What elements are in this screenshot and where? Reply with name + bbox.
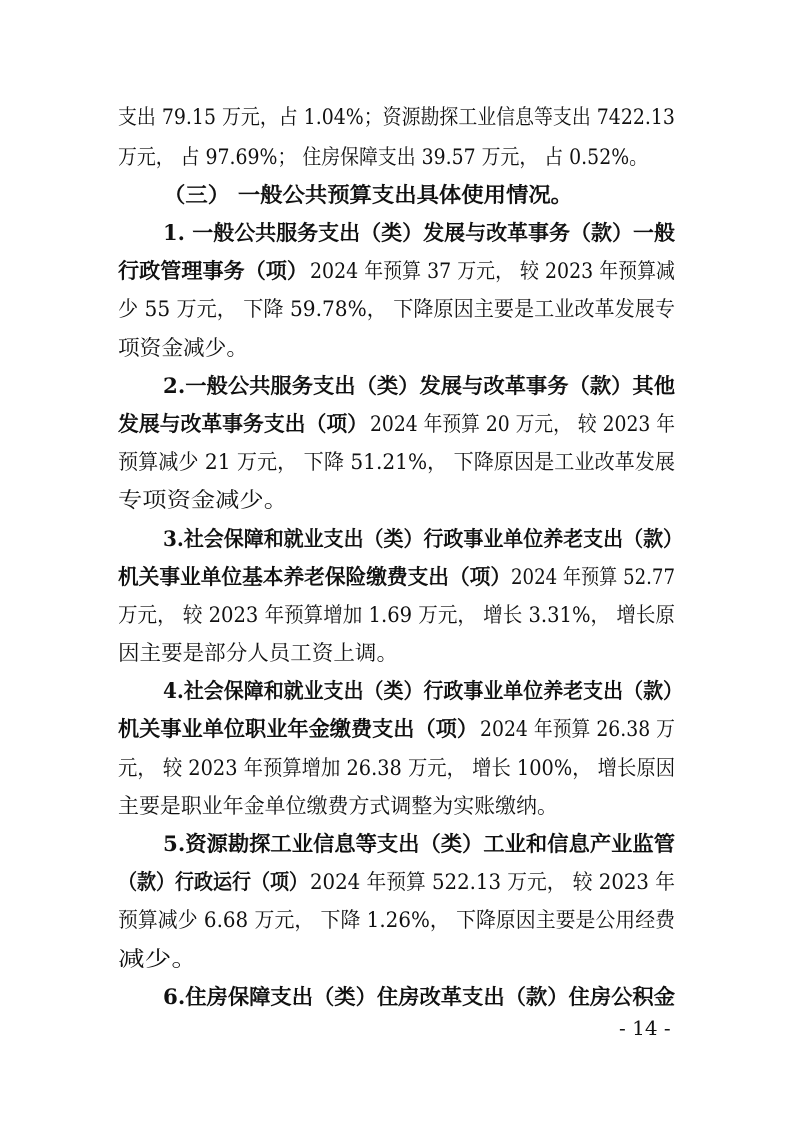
item-1-title-continued: 行政管理事务（项） (118, 258, 309, 283)
text-segment: 万元， 占 97.69%； 住房保障支出 39.57 万元， 占 0.52%。 (118, 145, 649, 169)
text-line (0, 443, 793, 481)
text-line (0, 329, 793, 367)
text-line (0, 787, 793, 825)
text-segment: 2024 年预算 52.77 (511, 565, 675, 589)
text-segment: 专项资金减少。 (118, 488, 289, 512)
text-segment: 主要是职业年金单位缴费方式调整为实账缴纳。 (118, 794, 558, 818)
text-segment: 减少。 (118, 947, 198, 971)
heading-text: （三） 一般公共预算支出具体使用情况。 (163, 182, 574, 207)
item-6-title: 6.住房保障支出（类）住房改革支出（款）住房公积金 (163, 984, 675, 1009)
item-1-title: 1. 一般公共服务支出（类）发展与改革事务（款）一般 (163, 220, 675, 245)
text-line (0, 558, 793, 596)
text-line (0, 481, 793, 519)
text-line (0, 863, 793, 901)
item-3-title: 3.社会保障和就业支出（类）行政事业单位养老支出（款） (163, 526, 684, 551)
text-segment: 因主要是部分人员工资上调。 (118, 641, 398, 665)
text-line (0, 940, 793, 978)
item-1-title-line (0, 214, 793, 252)
text-line-carry-2 (0, 138, 793, 176)
text-line (0, 290, 793, 328)
text-line (0, 252, 793, 290)
text-line (0, 405, 793, 443)
text-segment: 少 55 万元， 下降 59.78%， 下降原因主要是工业改革发展专 (118, 297, 675, 321)
item-2-title: 2.一般公共服务支出（类）发展与改革事务（款）其他 (163, 373, 675, 398)
page-number: - 14 - (619, 1016, 671, 1040)
text-line (0, 634, 793, 672)
item-4-title-line (0, 672, 793, 710)
text-segment: 2024 年预算 20 万元， 较 2023 年 (370, 412, 676, 436)
text-segment: 2024 年预算 37 万元， 较 2023 年预算减 (310, 259, 676, 283)
text-segment: 项资金减少。 (118, 336, 248, 360)
item-2-title-continued: 发展与改革事务支出（项） (118, 411, 369, 436)
text-segment: 万元， 较 2023 年预算增加 1.69 万元， 增长 3.31%， 增长原 (118, 603, 675, 627)
item-2-title-line (0, 367, 793, 405)
item-4-title: 4.社会保障和就业支出（类）行政事业单位养老支出（款） (163, 678, 684, 703)
text-line (0, 596, 793, 634)
item-4-title-continued: 机关事业单位职业年金缴费支出（项） (118, 716, 478, 741)
item-6-title-line (0, 978, 793, 1016)
text-line (0, 901, 793, 939)
section-heading (0, 176, 793, 214)
item-3-title-line (0, 520, 793, 558)
item-5-title-continued: （款）行政运行（项） (118, 869, 309, 894)
text-segment: 支出 79.15 万元，占 1.04%；资源勘探工业信息等支出 7422.13 (118, 105, 675, 129)
item-5-title-line (0, 825, 793, 863)
text-segment: 元， 较 2023 年预算增加 26.38 万元， 增长 100%， 增长原因 (118, 756, 676, 780)
text-line (0, 710, 793, 748)
text-line-carry-1 (0, 98, 793, 136)
text-line (0, 749, 793, 787)
text-segment: 2024 年预算 522.13 万元， 较 2023 年 (310, 870, 675, 894)
item-5-title: 5.资源勘探工业信息等支出（类）工业和信息产业监管 (163, 831, 675, 856)
text-segment: 2024 年预算 26.38 万 (480, 717, 676, 741)
item-3-title-continued: 机关事业单位基本养老保险缴费支出（项） (118, 564, 512, 589)
text-segment: 预算减少 21 万元， 下降 51.21%， 下降原因是工业改革发展 (118, 450, 675, 474)
text-segment: 预算减少 6.68 万元， 下降 1.26%， 下降原因主要是公用经费 (118, 908, 675, 932)
